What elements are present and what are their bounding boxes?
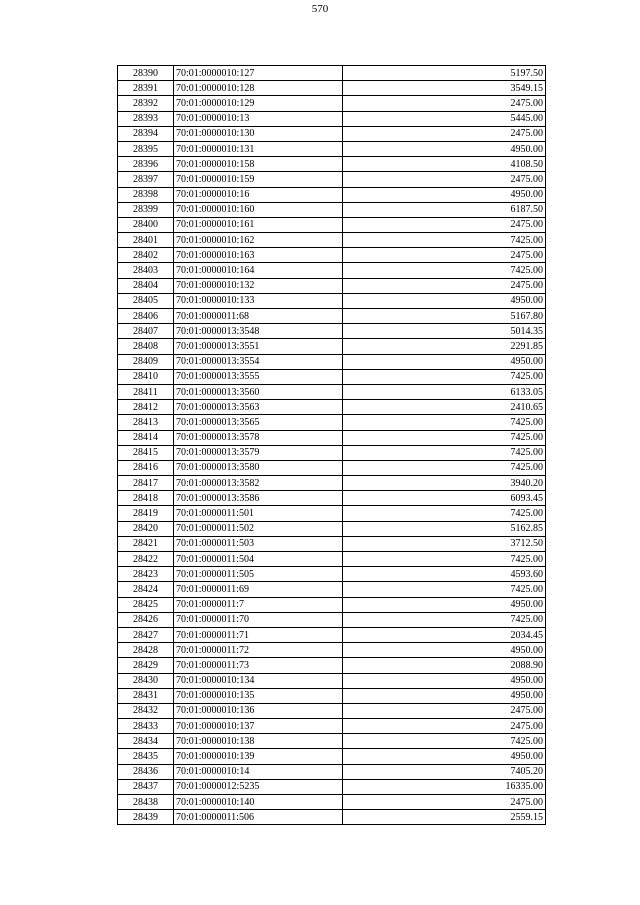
row-number-cell: 28398 [118, 187, 174, 202]
cadastral-number-cell: 70:01:0000011:7 [174, 597, 343, 612]
value-cell: 4108.50 [343, 157, 546, 172]
value-cell: 7425.00 [343, 430, 546, 445]
cadastral-number-cell: 70:01:0000010:16 [174, 187, 343, 202]
value-cell: 2034.45 [343, 627, 546, 642]
cadastral-number-cell: 70:01:0000011:71 [174, 627, 343, 642]
value-cell: 2475.00 [343, 96, 546, 111]
cadastral-number-cell: 70:01:0000013:3555 [174, 369, 343, 384]
value-cell: 5167.80 [343, 309, 546, 324]
cadastral-number-cell: 70:01:0000011:69 [174, 582, 343, 597]
value-cell: 4593.60 [343, 567, 546, 582]
row-number-cell: 28437 [118, 779, 174, 794]
table-row [118, 582, 546, 597]
row-number-cell: 28421 [118, 536, 174, 551]
table-row [118, 719, 546, 734]
table-row [118, 81, 546, 96]
value-cell: 4950.00 [343, 354, 546, 369]
table-row [118, 233, 546, 248]
cadastral-number-cell: 70:01:0000010:135 [174, 688, 343, 703]
table-body [118, 66, 546, 825]
row-number-cell: 28428 [118, 643, 174, 658]
value-cell: 4950.00 [343, 187, 546, 202]
row-number-cell: 28429 [118, 658, 174, 673]
table-row [118, 430, 546, 445]
value-cell: 5014.35 [343, 324, 546, 339]
cadastral-number-cell: 70:01:0000011:70 [174, 612, 343, 627]
table-row [118, 217, 546, 232]
table-row [118, 263, 546, 278]
cadastral-number-cell: 70:01:0000010:13 [174, 111, 343, 126]
cadastral-number-cell: 70:01:0000010:129 [174, 96, 343, 111]
value-cell: 5162.85 [343, 521, 546, 536]
value-cell: 6187.50 [343, 202, 546, 217]
cadastral-number-cell: 70:01:0000011:501 [174, 506, 343, 521]
value-cell: 4950.00 [343, 643, 546, 658]
row-number-cell: 28403 [118, 263, 174, 278]
table-row [118, 673, 546, 688]
cadastral-number-cell: 70:01:0000010:161 [174, 217, 343, 232]
row-number-cell: 28417 [118, 476, 174, 491]
row-number-cell: 28413 [118, 415, 174, 430]
row-number-cell: 28416 [118, 460, 174, 475]
cadastral-number-cell: 70:01:0000010:138 [174, 734, 343, 749]
row-number-cell: 28426 [118, 612, 174, 627]
value-cell: 7425.00 [343, 734, 546, 749]
value-cell: 4950.00 [343, 293, 546, 308]
cadastral-number-cell: 70:01:0000011:504 [174, 552, 343, 567]
cadastral-number-cell: 70:01:0000011:503 [174, 536, 343, 551]
cadastral-number-cell: 70:01:0000013:3579 [174, 445, 343, 460]
cadastral-number-cell: 70:01:0000010:130 [174, 126, 343, 141]
page-number: 570 [311, 3, 329, 15]
table-row [118, 552, 546, 567]
row-number-cell: 28433 [118, 719, 174, 734]
table-row [118, 795, 546, 810]
value-cell: 2475.00 [343, 703, 546, 718]
table-row [118, 460, 546, 475]
value-cell: 5197.50 [343, 66, 546, 81]
table-row [118, 567, 546, 582]
row-number-cell: 28420 [118, 521, 174, 536]
row-number-cell: 28415 [118, 445, 174, 460]
value-cell: 2475.00 [343, 278, 546, 293]
value-cell: 2475.00 [343, 795, 546, 810]
row-number-cell: 28432 [118, 703, 174, 718]
row-number-cell: 28412 [118, 400, 174, 415]
row-number-cell: 28410 [118, 369, 174, 384]
row-number-cell: 28399 [118, 202, 174, 217]
row-number-cell: 28396 [118, 157, 174, 172]
cadastral-number-cell: 70:01:0000011:502 [174, 521, 343, 536]
table-row [118, 506, 546, 521]
value-cell: 2410.65 [343, 400, 546, 415]
row-number-cell: 28400 [118, 217, 174, 232]
value-cell: 2559.15 [343, 810, 546, 825]
row-number-cell: 28405 [118, 293, 174, 308]
row-number-cell: 28402 [118, 248, 174, 263]
row-number-cell: 28391 [118, 81, 174, 96]
cadastral-number-cell: 70:01:0000011:506 [174, 810, 343, 825]
table-row [118, 369, 546, 384]
cadastral-number-cell: 70:01:0000013:3582 [174, 476, 343, 491]
table-row [118, 764, 546, 779]
row-number-cell: 28427 [118, 627, 174, 642]
table-row [118, 202, 546, 217]
value-cell: 3549.15 [343, 81, 546, 96]
row-number-cell: 28407 [118, 324, 174, 339]
row-number-cell: 28408 [118, 339, 174, 354]
cadastral-number-cell: 70:01:0000011:505 [174, 567, 343, 582]
table-row [118, 278, 546, 293]
cadastral-number-cell: 70:01:0000011:72 [174, 643, 343, 658]
cadastral-number-cell: 70:01:0000013:3554 [174, 354, 343, 369]
value-cell: 6093.45 [343, 491, 546, 506]
row-number-cell: 28414 [118, 430, 174, 445]
row-number-cell: 28439 [118, 810, 174, 825]
cadastral-number-cell: 70:01:0000013:3565 [174, 415, 343, 430]
value-cell: 2291.85 [343, 339, 546, 354]
value-cell: 3940.20 [343, 476, 546, 491]
table-row [118, 324, 546, 339]
table-row [118, 111, 546, 126]
row-number-cell: 28390 [118, 66, 174, 81]
table-row [118, 248, 546, 263]
cadastral-number-cell: 70:01:0000013:3563 [174, 400, 343, 415]
value-cell: 4950.00 [343, 749, 546, 764]
cadastral-number-cell: 70:01:0000010:137 [174, 719, 343, 734]
row-number-cell: 28393 [118, 111, 174, 126]
table-row [118, 126, 546, 141]
value-cell: 7425.00 [343, 263, 546, 278]
table-row [118, 66, 546, 81]
value-cell: 7425.00 [343, 233, 546, 248]
value-cell: 7425.00 [343, 445, 546, 460]
value-cell: 6133.05 [343, 384, 546, 399]
row-number-cell: 28438 [118, 795, 174, 810]
value-cell: 2088.90 [343, 658, 546, 673]
cadastral-number-cell: 70:01:0000010:131 [174, 141, 343, 156]
row-number-cell: 28411 [118, 384, 174, 399]
row-number-cell: 28434 [118, 734, 174, 749]
value-cell: 4950.00 [343, 688, 546, 703]
table-row [118, 400, 546, 415]
table-row [118, 293, 546, 308]
value-cell: 2475.00 [343, 217, 546, 232]
cadastral-number-cell: 70:01:0000010:139 [174, 749, 343, 764]
value-cell: 2475.00 [343, 248, 546, 263]
row-number-cell: 28435 [118, 749, 174, 764]
cadastral-number-cell: 70:01:0000013:3560 [174, 384, 343, 399]
table-row [118, 476, 546, 491]
table-row [118, 157, 546, 172]
value-cell: 4950.00 [343, 673, 546, 688]
cadastral-number-cell: 70:01:0000013:3578 [174, 430, 343, 445]
parcel-table [117, 65, 546, 825]
cadastral-number-cell: 70:01:0000010:140 [174, 795, 343, 810]
value-cell: 2475.00 [343, 126, 546, 141]
row-number-cell: 28431 [118, 688, 174, 703]
table-row [118, 521, 546, 536]
row-number-cell: 28404 [118, 278, 174, 293]
table-row [118, 749, 546, 764]
cadastral-number-cell: 70:01:0000011:68 [174, 309, 343, 324]
cadastral-number-cell: 70:01:0000010:159 [174, 172, 343, 187]
cadastral-number-cell: 70:01:0000010:162 [174, 233, 343, 248]
cadastral-number-cell: 70:01:0000010:136 [174, 703, 343, 718]
table-row [118, 141, 546, 156]
table-row [118, 658, 546, 673]
table-row [118, 384, 546, 399]
value-cell: 4950.00 [343, 597, 546, 612]
table-row [118, 597, 546, 612]
table-row [118, 734, 546, 749]
table-row [118, 187, 546, 202]
table-row [118, 703, 546, 718]
cadastral-number-cell: 70:01:0000013:3551 [174, 339, 343, 354]
cadastral-number-cell: 70:01:0000013:3586 [174, 491, 343, 506]
row-number-cell: 28392 [118, 96, 174, 111]
value-cell: 7425.00 [343, 552, 546, 567]
cadastral-number-cell: 70:01:0000010:134 [174, 673, 343, 688]
table-row [118, 612, 546, 627]
table-row [118, 339, 546, 354]
row-number-cell: 28406 [118, 309, 174, 324]
value-cell: 7425.00 [343, 415, 546, 430]
row-number-cell: 28424 [118, 582, 174, 597]
cadastral-number-cell: 70:01:0000010:128 [174, 81, 343, 96]
cadastral-number-cell: 70:01:0000013:3548 [174, 324, 343, 339]
value-cell: 7405.20 [343, 764, 546, 779]
table-row [118, 354, 546, 369]
table-row [118, 536, 546, 551]
value-cell: 2475.00 [343, 172, 546, 187]
row-number-cell: 28394 [118, 126, 174, 141]
value-cell: 16335.00 [343, 779, 546, 794]
table-row [118, 172, 546, 187]
row-number-cell: 28436 [118, 764, 174, 779]
row-number-cell: 28423 [118, 567, 174, 582]
value-cell: 7425.00 [343, 369, 546, 384]
cadastral-number-cell: 70:01:0000010:133 [174, 293, 343, 308]
table-row [118, 810, 546, 825]
table-row [118, 627, 546, 642]
value-cell: 4950.00 [343, 141, 546, 156]
cadastral-number-cell: 70:01:0000010:14 [174, 764, 343, 779]
cadastral-number-cell: 70:01:0000012:5235 [174, 779, 343, 794]
table-row [118, 688, 546, 703]
table-row [118, 309, 546, 324]
row-number-cell: 28430 [118, 673, 174, 688]
row-number-cell: 28397 [118, 172, 174, 187]
cadastral-number-cell: 70:01:0000013:3580 [174, 460, 343, 475]
cadastral-number-cell: 70:01:0000010:164 [174, 263, 343, 278]
value-cell: 7425.00 [343, 506, 546, 521]
table-row [118, 643, 546, 658]
cadastral-number-cell: 70:01:0000010:127 [174, 66, 343, 81]
cadastral-number-cell: 70:01:0000010:160 [174, 202, 343, 217]
value-cell: 7425.00 [343, 460, 546, 475]
table-row [118, 491, 546, 506]
row-number-cell: 28409 [118, 354, 174, 369]
row-number-cell: 28422 [118, 552, 174, 567]
value-cell: 7425.00 [343, 582, 546, 597]
table-row [118, 779, 546, 794]
row-number-cell: 28401 [118, 233, 174, 248]
cadastral-number-cell: 70:01:0000010:132 [174, 278, 343, 293]
row-number-cell: 28419 [118, 506, 174, 521]
cadastral-number-cell: 70:01:0000010:158 [174, 157, 343, 172]
row-number-cell: 28425 [118, 597, 174, 612]
value-cell: 2475.00 [343, 719, 546, 734]
table-row [118, 415, 546, 430]
table-row [118, 96, 546, 111]
value-cell: 7425.00 [343, 612, 546, 627]
cadastral-number-cell: 70:01:0000011:73 [174, 658, 343, 673]
value-cell: 5445.00 [343, 111, 546, 126]
row-number-cell: 28418 [118, 491, 174, 506]
cadastral-number-cell: 70:01:0000010:163 [174, 248, 343, 263]
table-row [118, 445, 546, 460]
row-number-cell: 28395 [118, 141, 174, 156]
value-cell: 3712.50 [343, 536, 546, 551]
